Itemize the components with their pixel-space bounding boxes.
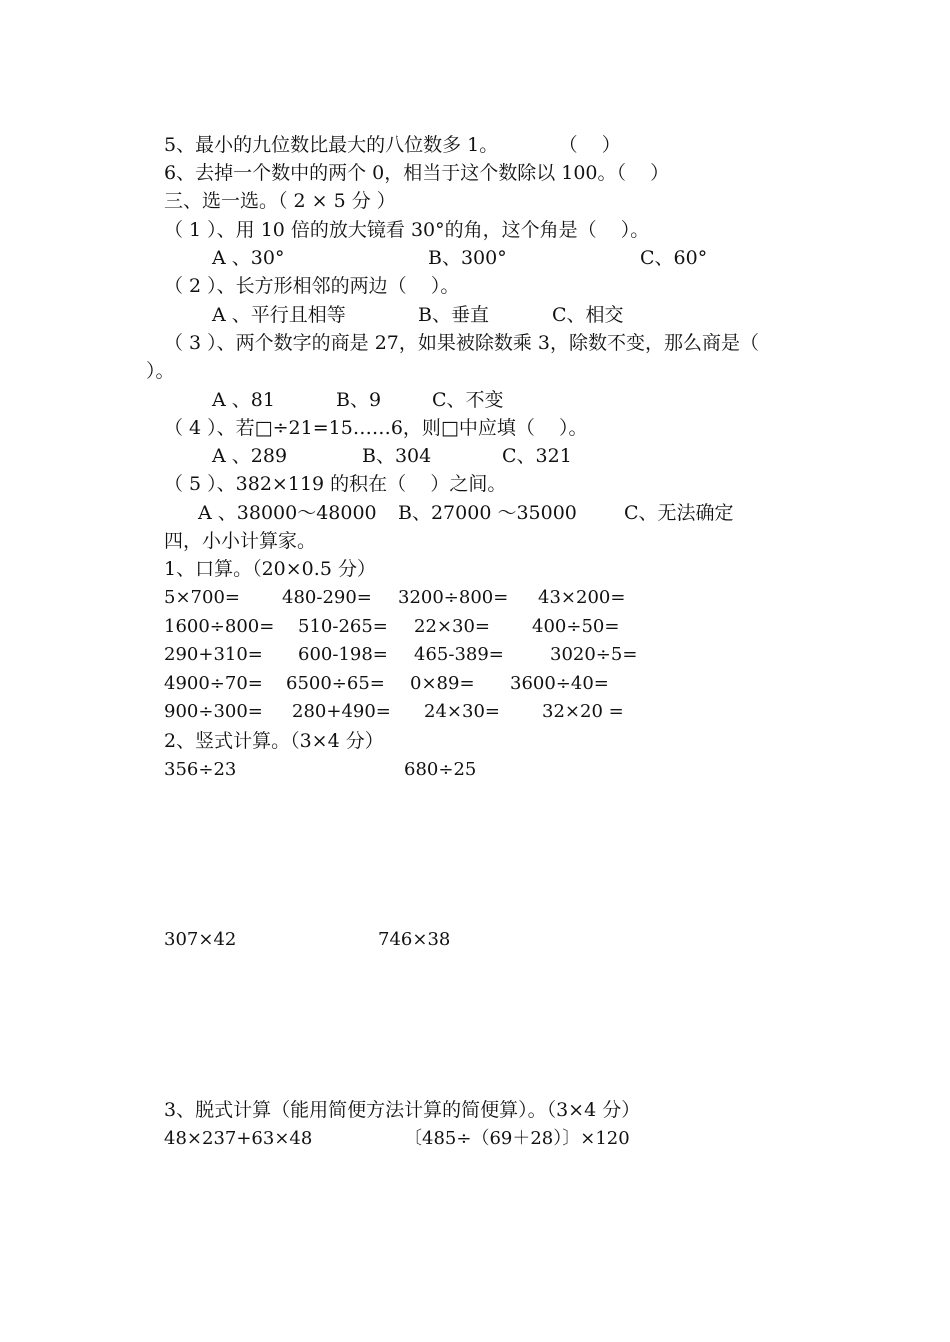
stepwise-heading: 3、脱式计算（能用简便方法计算的简便算）。（3×4 分） bbox=[164, 1099, 641, 1121]
vertical-problem: 307×42 bbox=[164, 929, 237, 950]
oral-item: 32×20 = bbox=[542, 701, 624, 722]
choice-q5: （ 5 ）、382×119 的积在（ ）之间。 bbox=[164, 473, 507, 495]
vertical-problem: 746×38 bbox=[378, 929, 451, 950]
oral-item: 0×89= bbox=[410, 673, 475, 694]
vertical-problem: 680÷25 bbox=[404, 759, 477, 780]
choice-q4-option-b: B、304 bbox=[362, 445, 432, 467]
oral-item: 5×700= bbox=[164, 587, 240, 608]
oral-item: 465-389= bbox=[414, 644, 504, 665]
vertical-heading: 2、竖式计算。（3×4 分） bbox=[164, 730, 384, 752]
oral-item: 3200÷800= bbox=[398, 587, 509, 608]
stepwise-problem: 〔485÷（69＋28）〕×120 bbox=[404, 1128, 630, 1149]
choice-q2: （ 2 ）、长方形相邻的两边（ ）。 bbox=[164, 275, 460, 297]
oral-item: 400÷50= bbox=[532, 616, 620, 637]
choice-q1-option-a: A 、30° bbox=[212, 247, 285, 269]
choice-q3: （ 3 ）、两个数字的商是 27，如果被除数乘 3，除数不变，那么商是（ bbox=[164, 332, 760, 354]
choice-q4-option-a: A 、289 bbox=[212, 445, 288, 467]
choice-q4: （ 4 ）、若□÷21=15……6，则□中应填（ ）。 bbox=[164, 417, 588, 439]
oral-item: 4900÷70= bbox=[164, 673, 263, 694]
oral-item: 290+310= bbox=[164, 644, 263, 665]
choice-q5-option-c: C、无法确定 bbox=[624, 502, 734, 524]
oral-item: 1600÷800= bbox=[164, 616, 275, 637]
choice-q5-option-b: B、27000 ～35000 bbox=[398, 502, 577, 524]
choice-q4-option-c: C、321 bbox=[502, 445, 572, 467]
choice-q3-option-c: C、不变 bbox=[432, 389, 504, 411]
choice-heading: 三、选一选。（ 2 × 5 分 ） bbox=[164, 190, 396, 212]
oral-item: 3600÷40= bbox=[510, 673, 609, 694]
choice-q2-option-a: A 、平行且相等 bbox=[212, 304, 346, 326]
choice-q2-option-b: B、垂直 bbox=[418, 304, 489, 326]
stepwise-problem: 48×237+63×48 bbox=[164, 1128, 313, 1149]
judgement-q6: 6、去掉一个数中的两个 0，相当于这个数除以 100。（ ） bbox=[164, 162, 670, 184]
choice-q3-option-a: A 、81 bbox=[212, 389, 275, 411]
oral-item: 6500÷65= bbox=[286, 673, 385, 694]
choice-q5-option-a: A 、38000～48000 bbox=[198, 502, 377, 524]
oral-item: 43×200= bbox=[538, 587, 626, 608]
choice-q1: （ 1 ）、用 10 倍的放大镜看 30°的角，这个角是（ ）。 bbox=[164, 219, 650, 241]
oral-item: 24×30= bbox=[424, 701, 500, 722]
choice-q1-option-b: B、300° bbox=[428, 247, 507, 269]
choice-q3-option-b: B、9 bbox=[336, 389, 382, 411]
oral-item: 480-290= bbox=[282, 587, 372, 608]
judgement-q5: 5、最小的九位数比最大的八位数多 1。 （ ） bbox=[164, 134, 621, 156]
oral-item: 22×30= bbox=[414, 616, 490, 637]
choice-q3-tail: ）。 bbox=[146, 360, 175, 382]
oral-item: 3020÷5= bbox=[550, 644, 638, 665]
choice-q1-option-c: C、60° bbox=[640, 247, 708, 269]
oral-heading: 1、口算。（20×0.5 分） bbox=[164, 558, 376, 580]
vertical-problem: 356÷23 bbox=[164, 759, 237, 780]
choice-q2-option-c: C、相交 bbox=[552, 304, 624, 326]
calc-heading: 四，小小计算家。 bbox=[164, 530, 317, 552]
oral-item: 510-265= bbox=[298, 616, 388, 637]
oral-item: 280+490= bbox=[292, 701, 391, 722]
oral-item: 600-198= bbox=[298, 644, 388, 665]
oral-item: 900÷300= bbox=[164, 701, 263, 722]
